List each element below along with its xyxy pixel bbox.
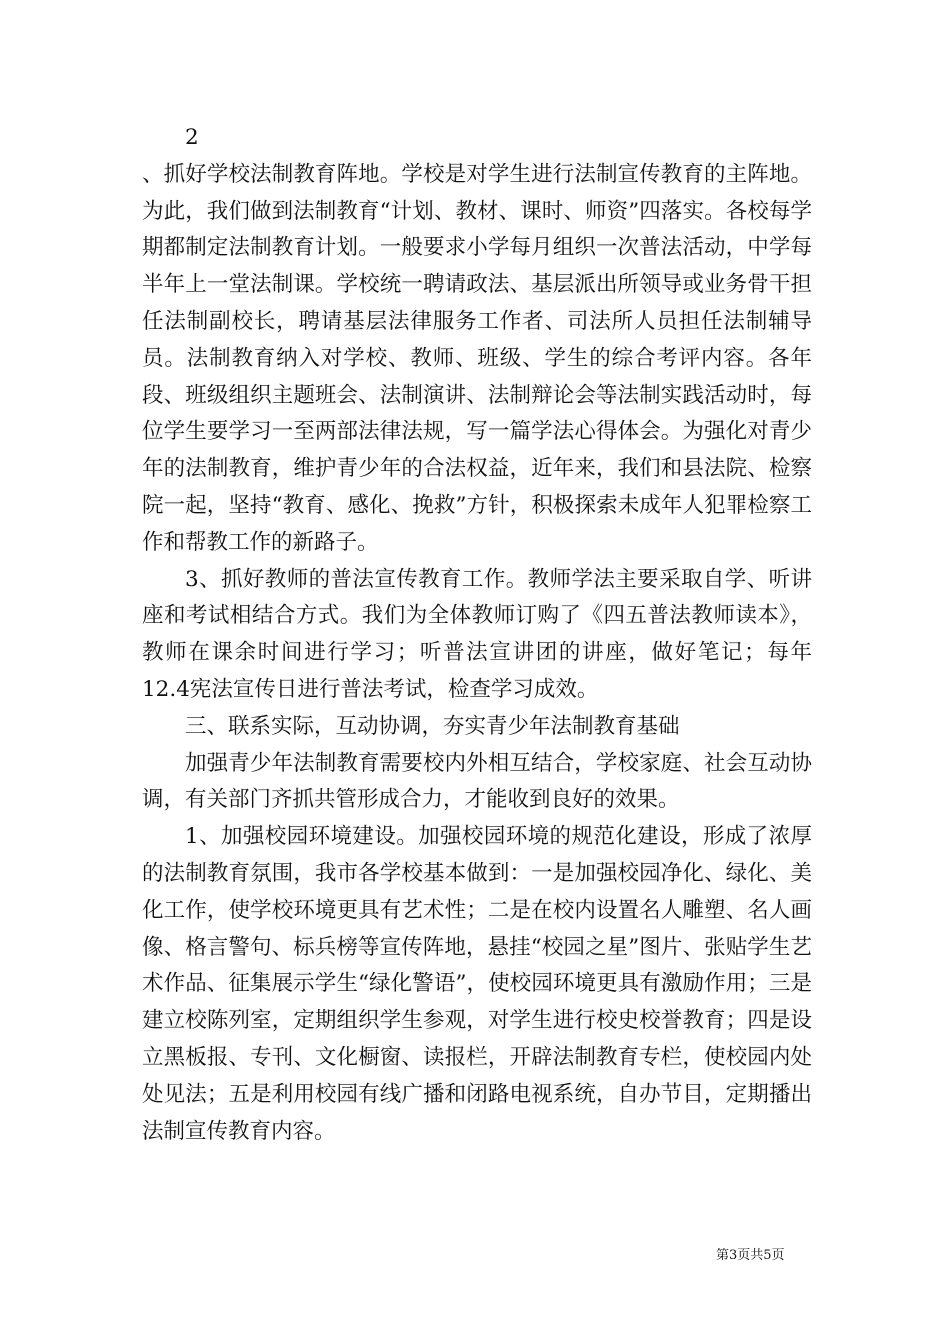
paragraph-cooperation: 加强青少年法制教育需要校内外相互结合，学校家庭、社会互动协调，有关部门齐抓共管形成合力，才能收到良好的效果。	[142, 750, 812, 813]
paragraph-number-2: 2	[185, 125, 199, 150]
paragraph-campus-environment: 1、加强校园环境建设。加强校园环境的规范化建设，形成了浓厚的法制教育氛围，我市各学校基本做到：一是加强校园净化、绿化、美化工作，使学校环境更具有艺术性；二是在校内设置名人雕塑、名人画像、格言警句、标兵榜等宣传阵地，悬挂“校园之星”图片、张贴学生艺术作品、征集展示学生“绿化警语”，使校园环境更具有激励作用；三是建立校陈列室，定期组织学生参观，对学生进行校史校誉教育；四是设立黑板报、专刊、文化橱窗、读报栏，开辟法制教育专栏，使校园内处处见法；五是利用校园有线广播和闭路电视系统，自办节目，定期播出法制宣传教育内容。	[142, 824, 812, 1144]
paragraph-school-legal-education: 、抓好学校法制教育阵地。学校是对学生进行法制宣传教育的主阵地。为此，我们做到法制教育“计划、教材、课时、师资”四落实。各校每学期都制定法制教育计划。一般要求小学每月组织一次普法活动，中学每半年上一堂法制课。学校统一聘请政法、基层派出所领导或业务骨干担任法制副校长，聘请基层法律服务工作者、司法所人员担任法制辅导员。法制教育纳入对学校、教师、班级、学生的综合考评内容。各年段、班级组织主题班会、法制演讲、法制辩论会等法制实践活动时，每位学生要学习一至两部法律法规，写一篇学法心得体会。为强化对青少年的法制教育，维护青少年的合法权益，近年来，我们和县法院、检察院一起，坚持“教育、感化、挽救”方针，积极探索未成年人犯罪检察工作和帮教工作的新路子。	[142, 161, 812, 555]
paragraph-teacher-legal-education: 3、抓好教师的普法宣传教育工作。教师学法主要采取自学、听讲座和考试相结合方式。我们为全体教师订购了《四五普法教师读本》，教师在课余时间进行学习；听普法宣讲团的讲座，做好笔记；每年12.4宪法宣传日进行普法考试，检查学习成效。	[142, 566, 812, 702]
page-number: 第3页共5页	[716, 1248, 785, 1263]
section-heading-three: 三、联系实际，互动协调，夯实青少年法制教育基础	[185, 713, 680, 739]
document-body	[142, 120, 812, 1150]
